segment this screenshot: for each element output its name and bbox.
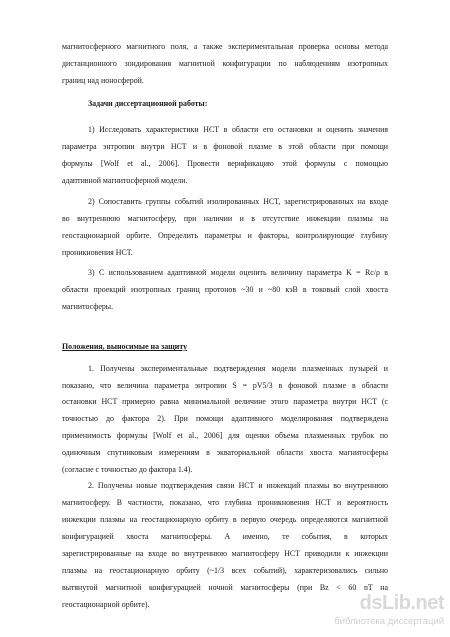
text-line: применимость формулы [Wolf et al., 2006] для оценки объема плазменных трубок по	[62, 431, 388, 440]
text-line: во внутреннюю магнитосферу, при наличии и в отсутствие инжекции плазмы на	[62, 214, 388, 223]
watermark-logo	[304, 592, 444, 632]
text-line: дистанционного зондирования магнитной конфигурации по наблюдениям изотропных	[62, 59, 388, 68]
section-heading-tasks: Задачи диссертационной работы:	[88, 99, 208, 108]
text-line: геостационарной орбите. Определить параметры и факторы, контролирующие глубину	[62, 231, 388, 240]
text-line: адаптивной магнитосферной модели.	[62, 176, 188, 185]
text-line: границ над ионосферой.	[62, 76, 144, 85]
text-line: показано, что величина параметра энтропии S = pV5/3 в фоновой плазме в области	[62, 381, 388, 390]
text-line: магнитосферного магнитного поля, а также экспериментальная проверка основы метода	[62, 42, 388, 51]
watermark-caption: библиотека диссертаций	[334, 616, 444, 627]
text-line: 3) С использованием адаптивной модели оценить величину параметра K = Rc/ρ в	[88, 268, 388, 277]
text-line: зарегистрированные на входе во внутреннюю магнитосферу НСТ приводили к инжекции	[62, 549, 388, 558]
text-line: магнитосферу. В частности, показано, что глубина проникновения НСТ и вероятность	[62, 498, 388, 507]
text-line: плазмы на геостационарную орбиту (~1/3 всех событий), характеризовались сильно	[62, 566, 388, 575]
text-line: одиночным спутниковым измерениям в экваториальной области хвоста магнитосферы	[62, 448, 388, 457]
text-line: точностью до фактора 2). При помощи адаптивного моделирования подтверждена	[62, 414, 388, 423]
text-line: геостационарной орбите).	[62, 600, 150, 609]
text-line: 1) Исследовать характеристики НСТ в области его остановки и оценить значения	[88, 125, 388, 134]
text-line: проникновения НСТ.	[62, 248, 133, 257]
text-line: (согласие с точностью до фактора 1.4).	[62, 465, 193, 474]
text-line: 1. Получены экспериментальные подтверждения модели плазменных пузырей и	[88, 364, 388, 373]
text-line: конфигурацией хвоста магнитосферы. А именно, те события, в которых	[62, 532, 388, 541]
text-line: вытянутой магнитной конфигурацией ночной магнитосферы (при Bz < 60 nT на	[62, 583, 388, 592]
text-line: формулы [Wolf et al., 2006]. Провести верификацию этой формулы с помощью	[62, 159, 388, 168]
watermark-logo-text: dsLib.net	[359, 592, 444, 614]
text-line: параметра энтропии внутри НСТ и в фоновой плазме в этой области при помощи	[62, 142, 388, 151]
text-line: 2) Сопоставить группы событий изолированных НСТ, зарегистрированных на входе	[88, 197, 388, 206]
text-line: области проекций изотропных границ протонов ~30 и ~80 кэВ в токовый слой хвоста	[62, 285, 388, 294]
text-line: 2. Получены новые подтверждения связи НСТ и инжекций плазмы во внутреннюю	[88, 481, 388, 490]
text-line: остановки НСТ примерно равна минимальной величине этого параметра внутри НСТ (с	[62, 397, 388, 406]
section-heading-defense: Положения, выносимые на защиту	[62, 342, 188, 351]
text-line: инжекции плазмы на геостационарную орбиту в первую очередь определяются магнитной	[62, 515, 388, 524]
text-line: магнитосферы.	[62, 302, 114, 311]
